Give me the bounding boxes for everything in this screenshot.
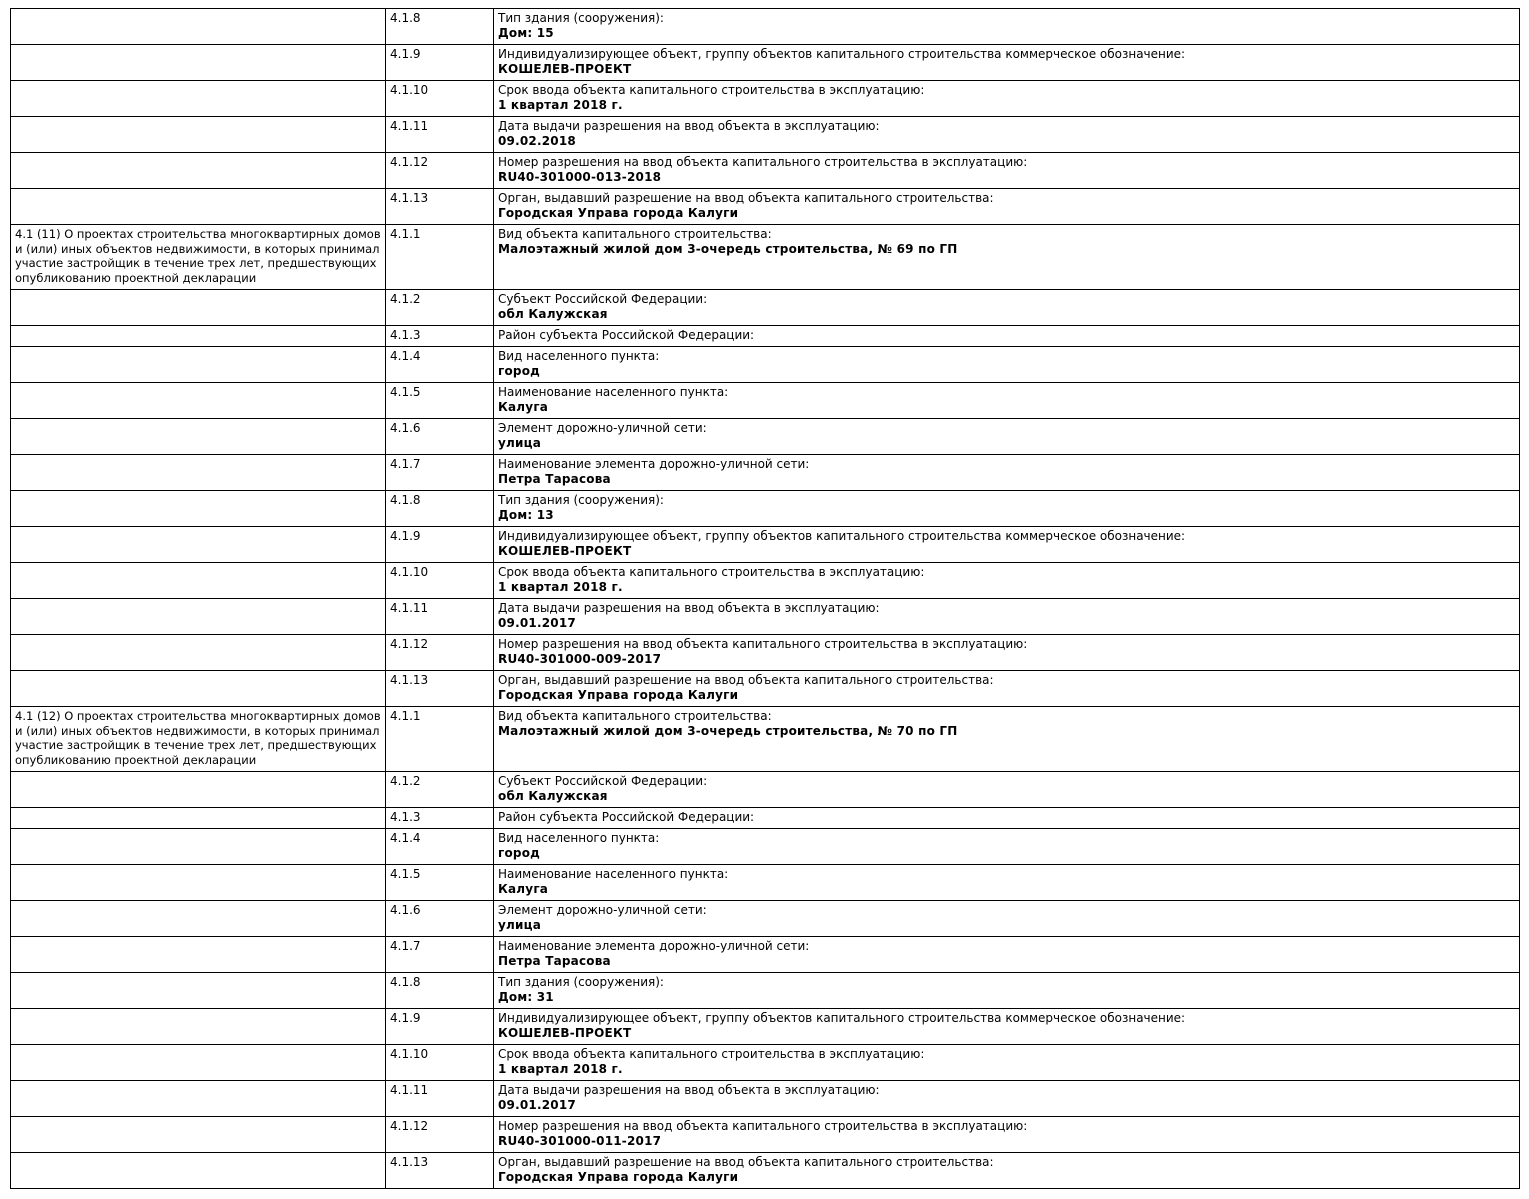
section-cell — [11, 289, 386, 325]
section-cell — [11, 771, 386, 807]
section-cell — [11, 936, 386, 972]
row-code: 4.1.11 — [386, 598, 494, 634]
table-row — [11, 346, 1520, 382]
field-label: Район субъекта Российской Федерации: — [498, 809, 755, 824]
row-body — [494, 189, 1520, 225]
field-label: Орган, выдавший разрешение на ввод объекта капитального строительства: — [498, 672, 994, 687]
section-cell — [11, 1152, 386, 1188]
section-cell — [11, 670, 386, 706]
field-label: Наименование населенного пункта: — [498, 866, 729, 881]
field-label: Срок ввода объекта капитального строительства в эксплуатацию: — [498, 1046, 925, 1061]
section-cell — [11, 598, 386, 634]
row-body — [494, 289, 1520, 325]
row-code: 4.1.10 — [386, 1044, 494, 1080]
field-label: Индивидуализирующее объект, группу объектов капитального строительства коммерческое обозначение: — [498, 47, 1186, 61]
row-body — [494, 634, 1520, 670]
section-cell — [11, 1008, 386, 1044]
field-value: RU40-301000-013-2018 — [498, 170, 662, 184]
table-row — [11, 706, 1520, 771]
table-row — [11, 864, 1520, 900]
row-body — [494, 382, 1520, 418]
field-label: Субъект Российской Федерации: — [498, 773, 708, 788]
field-label: Номер разрешения на ввод объекта капитального строительства в эксплуатацию: — [498, 155, 1028, 169]
section-cell — [11, 972, 386, 1008]
table-row — [11, 225, 1520, 290]
row-code: 4.1.10 — [386, 81, 494, 117]
table-row — [11, 807, 1520, 828]
section-cell — [11, 864, 386, 900]
table-row — [11, 828, 1520, 864]
field-value: 09.01.2017 — [498, 615, 576, 630]
field-value: 09.02.2018 — [498, 134, 576, 148]
table-row — [11, 900, 1520, 936]
table-row — [11, 670, 1520, 706]
field-value: Петра Тарасова — [498, 471, 611, 486]
section-cell — [11, 189, 386, 225]
field-label: Наименование элемента дорожно-уличной сети: — [498, 938, 810, 953]
field-value: обл Калужская — [498, 788, 608, 803]
row-code: 4.1.12 — [386, 153, 494, 189]
row-body — [494, 490, 1520, 526]
table-row — [11, 634, 1520, 670]
field-label: Дата выдачи разрешения на ввод объекта в эксплуатацию: — [498, 119, 880, 133]
field-label: Тип здания (сооружения): — [498, 492, 664, 507]
table-row — [11, 771, 1520, 807]
row-code: 4.1.8 — [386, 972, 494, 1008]
section-cell — [11, 418, 386, 454]
row-code: 4.1.4 — [386, 346, 494, 382]
field-value: Дом: 31 — [498, 989, 554, 1004]
row-code: 4.1.3 — [386, 807, 494, 828]
row-body — [494, 900, 1520, 936]
table-row — [11, 972, 1520, 1008]
field-label: Индивидуализирующее объект, группу объектов капитального строительства коммерческое обозначение: — [498, 528, 1186, 543]
field-value: Петра Тарасова — [498, 953, 611, 968]
section-cell — [11, 562, 386, 598]
table-row — [11, 1116, 1520, 1152]
section-cell — [11, 346, 386, 382]
field-value: Дом: 13 — [498, 507, 554, 522]
row-code: 4.1.1 — [386, 225, 494, 290]
table-row — [11, 117, 1520, 153]
row-code: 4.1.2 — [386, 289, 494, 325]
field-label: Наименование населенного пункта: — [498, 384, 729, 399]
row-code: 4.1.12 — [386, 634, 494, 670]
section-cell — [11, 634, 386, 670]
section-title-12: 4.1 (12) О проектах строительства многоквартирных домов и (или) иных объектов недвижимости, в которых принимал участие застройщик в течение трех лет, предшествующих опубликованию проектной декларации — [11, 706, 386, 771]
row-body — [494, 864, 1520, 900]
field-value: 1 квартал 2018 г. — [498, 579, 623, 594]
row-body — [494, 45, 1520, 81]
field-value: Калуга — [498, 881, 549, 896]
section-title-11: 4.1 (11) О проектах строительства многоквартирных домов и (или) иных объектов недвижимости, в которых принимал участие застройщик в течение трех лет, предшествующих опубликованию проектной декларации — [11, 225, 386, 290]
row-body — [494, 1116, 1520, 1152]
row-code: 4.1.11 — [386, 1080, 494, 1116]
row-body — [494, 346, 1520, 382]
field-value: Городская Управа города Калуги — [498, 687, 739, 702]
row-code: 4.1.5 — [386, 382, 494, 418]
section-cell — [11, 454, 386, 490]
table-row — [11, 598, 1520, 634]
section-cell — [11, 1044, 386, 1080]
row-body — [494, 771, 1520, 807]
declaration-table — [10, 8, 1520, 1189]
row-code: 4.1.8 — [386, 490, 494, 526]
row-code: 4.1.9 — [386, 1008, 494, 1044]
row-code: 4.1.5 — [386, 864, 494, 900]
field-value: город — [498, 845, 541, 860]
field-value: город — [498, 363, 541, 378]
field-value: Малоэтажный жилой дом 3-очередь строительства, № 69 по ГП — [498, 242, 958, 256]
row-code: 4.1.12 — [386, 1116, 494, 1152]
row-body — [494, 670, 1520, 706]
row-code: 4.1.2 — [386, 771, 494, 807]
section-cell — [11, 1080, 386, 1116]
field-label: Срок ввода объекта капитального строительства в эксплуатацию: — [498, 564, 925, 579]
field-label: Номер разрешения на ввод объекта капитального строительства в эксплуатацию: — [498, 1118, 1028, 1133]
field-label: Элемент дорожно-уличной сети: — [498, 902, 707, 917]
row-body — [494, 972, 1520, 1008]
row-body — [494, 9, 1520, 45]
field-value: КОШЕЛЕВ-ПРОЕКТ — [498, 543, 632, 558]
row-code: 4.1.9 — [386, 45, 494, 81]
field-label: Срок ввода объекта капитального строительства в эксплуатацию: — [498, 83, 925, 97]
row-body — [494, 117, 1520, 153]
section-cell — [11, 900, 386, 936]
field-label: Тип здания (сооружения): — [498, 974, 664, 989]
section-cell — [11, 382, 386, 418]
row-code: 4.1.4 — [386, 828, 494, 864]
field-label: Субъект Российской Федерации: — [498, 291, 708, 306]
row-body — [494, 526, 1520, 562]
table-row — [11, 490, 1520, 526]
table-row — [11, 1080, 1520, 1116]
row-code: 4.1.13 — [386, 189, 494, 225]
table-row — [11, 418, 1520, 454]
table-row — [11, 1152, 1520, 1188]
field-label: Район субъекта Российской Федерации: — [498, 327, 755, 342]
table-row — [11, 562, 1520, 598]
field-value: RU40-301000-009-2017 — [498, 651, 662, 666]
row-body — [494, 562, 1520, 598]
row-body — [494, 81, 1520, 117]
section-cell — [11, 526, 386, 562]
row-body — [494, 1008, 1520, 1044]
row-code: 4.1.11 — [386, 117, 494, 153]
row-code: 4.1.3 — [386, 325, 494, 346]
row-code: 4.1.6 — [386, 900, 494, 936]
field-value: 1 квартал 2018 г. — [498, 1061, 623, 1076]
field-value: Городская Управа города Калуги — [498, 206, 739, 220]
section-cell — [11, 117, 386, 153]
section-cell — [11, 325, 386, 346]
field-value: 09.01.2017 — [498, 1097, 576, 1112]
row-body — [494, 418, 1520, 454]
row-body — [494, 1044, 1520, 1080]
field-value: улица — [498, 435, 542, 450]
field-label: Вид объекта капитального строительства: — [498, 708, 772, 723]
field-value: 1 квартал 2018 г. — [498, 98, 623, 112]
section-cell — [11, 9, 386, 45]
field-value: обл Калужская — [498, 306, 608, 321]
row-body — [494, 706, 1520, 771]
field-label: Вид населенного пункта: — [498, 348, 660, 363]
field-value: КОШЕЛЕВ-ПРОЕКТ — [498, 1025, 632, 1040]
section-cell — [11, 153, 386, 189]
field-label: Вид населенного пункта: — [498, 830, 660, 845]
row-code: 4.1.9 — [386, 526, 494, 562]
row-body — [494, 936, 1520, 972]
field-label: Вид объекта капитального строительства: — [498, 227, 772, 241]
field-value: КОШЕЛЕВ-ПРОЕКТ — [498, 62, 632, 76]
row-body — [494, 225, 1520, 290]
table-row — [11, 189, 1520, 225]
field-value: RU40-301000-011-2017 — [498, 1133, 662, 1148]
row-code: 4.1.10 — [386, 562, 494, 598]
table-row — [11, 153, 1520, 189]
section-cell — [11, 1116, 386, 1152]
table-row — [11, 45, 1520, 81]
section-cell — [11, 45, 386, 81]
section-cell — [11, 807, 386, 828]
field-value: улица — [498, 917, 542, 932]
row-code: 4.1.1 — [386, 706, 494, 771]
table-row — [11, 936, 1520, 972]
table-row — [11, 81, 1520, 117]
row-body — [494, 1080, 1520, 1116]
field-value: Дом: 15 — [498, 26, 554, 40]
field-label: Орган, выдавший разрешение на ввод объекта капитального строительства: — [498, 191, 994, 205]
field-value: Малоэтажный жилой дом 3-очередь строительства, № 70 по ГП — [498, 723, 958, 738]
field-label: Элемент дорожно-уличной сети: — [498, 420, 707, 435]
section-cell — [11, 81, 386, 117]
row-body — [494, 454, 1520, 490]
row-body — [494, 807, 1520, 828]
field-label: Номер разрешения на ввод объекта капитального строительства в эксплуатацию: — [498, 636, 1028, 651]
table-row — [11, 1008, 1520, 1044]
row-code: 4.1.7 — [386, 454, 494, 490]
section-cell — [11, 490, 386, 526]
table-row — [11, 325, 1520, 346]
field-label: Тип здания (сооружения): — [498, 11, 664, 25]
field-label: Дата выдачи разрешения на ввод объекта в эксплуатацию: — [498, 600, 880, 615]
row-body — [494, 325, 1520, 346]
row-body — [494, 1152, 1520, 1188]
table-row — [11, 382, 1520, 418]
row-code: 4.1.8 — [386, 9, 494, 45]
table-row — [11, 454, 1520, 490]
table-row — [11, 1044, 1520, 1080]
field-label: Дата выдачи разрешения на ввод объекта в эксплуатацию: — [498, 1082, 880, 1097]
row-code: 4.1.6 — [386, 418, 494, 454]
row-body — [494, 598, 1520, 634]
field-value: Городская Управа города Калуги — [498, 1169, 739, 1184]
section-cell — [11, 828, 386, 864]
row-code: 4.1.7 — [386, 936, 494, 972]
row-body — [494, 153, 1520, 189]
row-code: 4.1.13 — [386, 670, 494, 706]
field-label: Наименование элемента дорожно-уличной сети: — [498, 456, 810, 471]
field-label: Индивидуализирующее объект, группу объектов капитального строительства коммерческое обозначение: — [498, 1010, 1186, 1025]
table-row — [11, 9, 1520, 45]
field-label: Орган, выдавший разрешение на ввод объекта капитального строительства: — [498, 1154, 994, 1169]
field-value: Калуга — [498, 399, 549, 414]
row-code: 4.1.13 — [386, 1152, 494, 1188]
row-body — [494, 828, 1520, 864]
table-row — [11, 526, 1520, 562]
table-row — [11, 289, 1520, 325]
